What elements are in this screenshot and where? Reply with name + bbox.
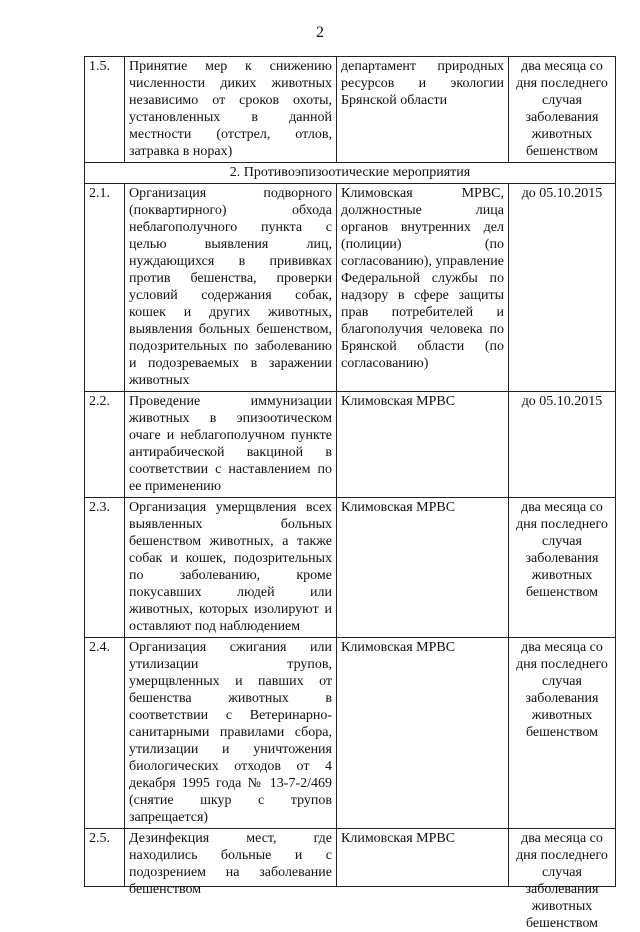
page-number: 2 — [316, 24, 324, 41]
table-row — [85, 184, 616, 392]
row-number: 2.2. — [85, 392, 125, 498]
row-number: 2.1. — [85, 184, 125, 392]
deadline-cell — [509, 829, 616, 931]
table-row — [85, 829, 616, 887]
measure-text-cell — [125, 829, 337, 897]
measure-text: Организация сжигания или утилизации трупов, умерщвленных и павших от бешенства животных в соответствии с Ветеринарно-санитарными правилами сбора, утилизации и уничтожения биологических отходов от 4 декабря 1995 года № 13-7-2/469 (снятие шкур с трупов запрещается) — [125, 638, 337, 829]
deadline: два месяца со дня последнего случая заболевания животных бешенством — [509, 57, 616, 163]
responsible-party: Климовская МРВС — [337, 498, 509, 638]
deadline: до 05.10.2015 — [509, 392, 616, 498]
row-number: 2.5. — [85, 829, 125, 887]
measure-text: Организация подворного (поквартирного) обхода неблагополучного пункта с целью выявления лиц, нуждающихся в прививках против бешенства, проверки условий содержания собак, кошек и других животных, выявления больных бешенством, подозрительных по заболеванию и подозреваемых в заражении животных — [125, 184, 337, 392]
table-row — [85, 638, 616, 829]
section-heading-row — [85, 163, 616, 184]
table-row — [85, 498, 616, 638]
measure-text: Проведение иммунизации животных в эпизоотическом очаге и неблагополучном пункте антирабической вакциной в соответствии с наставлением по ее применению — [125, 392, 337, 498]
row-number: 2.4. — [85, 638, 125, 829]
row-number: 1.5. — [85, 57, 125, 163]
deadline: два месяца со дня последнего случая заболевания животных бешенством — [516, 831, 608, 931]
table-row — [85, 57, 616, 163]
row-number: 2.3. — [85, 498, 125, 638]
responsible-party: Климовская МРВС — [337, 392, 509, 498]
table-row — [85, 392, 616, 498]
measure-text: Организация умерщвления всех выявленных больных бешенством животных, а также собак и кошек, подозрительных по заболеванию, кроме покусавших людей или животных, которых изолируют и оставляют под наблюдением — [125, 498, 337, 638]
deadline: до 05.10.2015 — [509, 184, 616, 392]
section-title: 2. Противоэпизоотические мероприятия — [85, 163, 616, 184]
responsible-party: Климовская МРВС, должностные лица органов внутренних дел (полиции) (по согласованию), управление Федеральной службы по надзору в сфере защиты прав потребителей и благополучия человека по Брянской области (по согласованию) — [337, 184, 509, 392]
measures-table — [84, 56, 616, 931]
responsible-party: Климовская МРВС — [337, 638, 509, 829]
deadline: два месяца со дня последнего случая заболевания животных бешенством — [509, 638, 616, 829]
responsible-party: Климовская МРВС — [337, 829, 509, 887]
measure-text: Принятие мер к снижению численности диких животных независимо от сроков охоты, установленных в данной местности (отстрел, отлов, затравка в норах) — [125, 57, 337, 163]
measure-text: Дезинфекция мест, где находились больные и с подозрением на заболевание бешенством — [129, 831, 332, 897]
deadline: два месяца со дня последнего случая заболевания животных бешенством — [509, 498, 616, 638]
responsible-party: департамент природных ресурсов и экологии Брянской области — [337, 57, 509, 163]
